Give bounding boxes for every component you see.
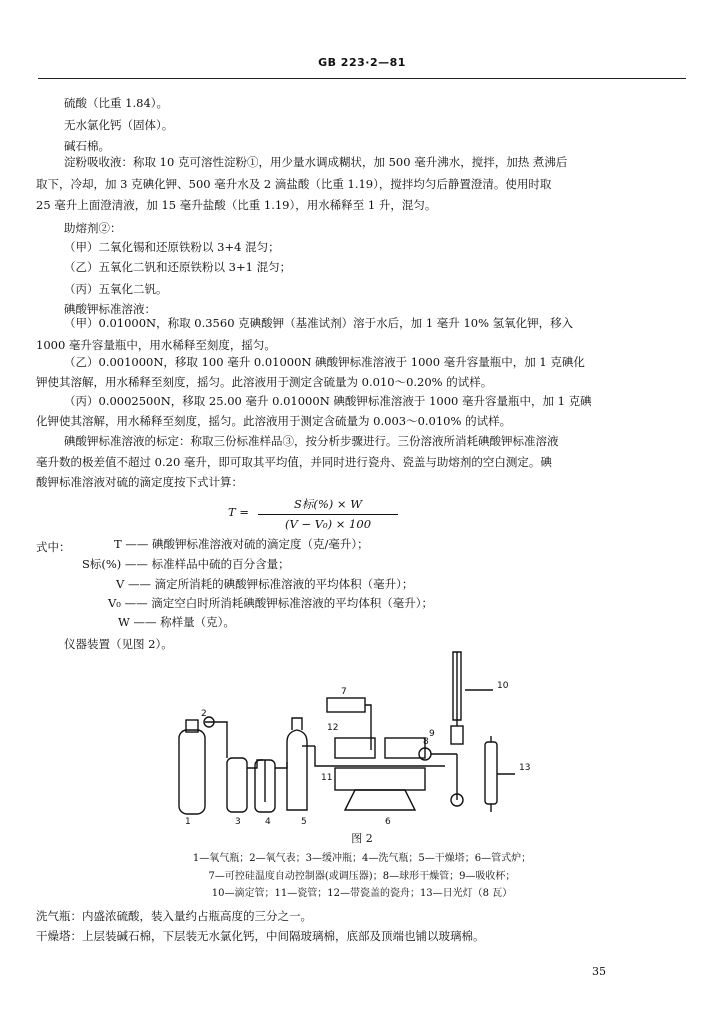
text-line: 25 毫升上面澄清液，加 15 毫升盐酸（比重 1.19），用水稀释至 1 升，混匀。 bbox=[36, 198, 437, 212]
svg-text:11: 11 bbox=[321, 773, 333, 783]
svg-text:9: 9 bbox=[429, 729, 435, 739]
text-line: （乙）五氧化二钒和还原铁粉以 3+1 混匀； bbox=[64, 260, 292, 274]
text-line: 淀粉吸收液：称取 10 克可溶性淀粉①，用少量水调成糊状，加 500 毫升沸水，搅拌，加热 煮沸后 bbox=[64, 155, 568, 169]
text-line: 硫酸（比重 1.84）。 bbox=[64, 96, 169, 110]
figure-caption-line: 1—氧气瓶；2—氧气表；3—缓冲瓶；4—洗气瓶；5—干燥塔；6—管式炉； bbox=[192, 853, 532, 864]
note-line: 干燥塔：上层装碱石棉，下层装无水氯化钙，中间隔玻璃棉，底部及顶端也铺以玻璃棉。 bbox=[36, 929, 485, 943]
svg-text:13: 13 bbox=[519, 763, 531, 773]
text-line: 无水氯化钙（固体）。 bbox=[64, 118, 174, 132]
definition-line: S标(%) —— 标准样品中硫的百分含量； bbox=[82, 557, 290, 571]
definition-line: T —— 碘酸钾标准溶液对硫的滴定度（克/毫升）； bbox=[114, 537, 369, 551]
text-line: 钾使其溶解，用水稀释至刻度，摇匀。此溶液用于测定含硫量为 0.010～0.20% 的试样。 bbox=[36, 375, 493, 389]
svg-text:6: 6 bbox=[385, 817, 391, 825]
text-line: （丙）0.0002500N，移取 25.00 毫升 0.01000N 碘酸钾标准溶液于 1000 毫升容量瓶中，加 1 克碘 bbox=[64, 394, 592, 408]
definition-line: V₀ —— 滴定空白时所消耗碘酸钾标准溶液的平均体积（毫升）； bbox=[108, 596, 433, 610]
definition-line: W —— 称样量（克）。 bbox=[118, 615, 235, 629]
text-line: 助熔剂②： bbox=[64, 221, 122, 235]
svg-text:1: 1 bbox=[185, 817, 191, 825]
figure-caption-line: 10—滴定管；11—瓷管；12—带瓷盖的瓷舟；13—日光灯（8 瓦） bbox=[211, 888, 513, 899]
fraction-bar bbox=[258, 514, 398, 515]
header-rule bbox=[38, 78, 686, 79]
figure-title: 图 2 bbox=[351, 832, 373, 845]
text-line: 化钾使其溶解，用水稀释至刻度，摇匀。此溶液用于测定含硫量为 0.003～0.010% 的试样。 bbox=[36, 414, 512, 428]
text-line: 取下，冷却，加 3 克碘化钾、500 毫升水及 2 滴盐酸（比重 1.19），搅拌均匀后静置澄清。使用时取 bbox=[36, 177, 552, 191]
svg-text:4: 4 bbox=[265, 817, 271, 825]
formula-denominator: (V − V₀) × 100 bbox=[284, 517, 372, 531]
apparatus-figure bbox=[175, 650, 535, 825]
text-line: 酸钾标准溶液对硫的滴定度按下式计算： bbox=[36, 475, 243, 489]
apparatus-intro: 仪器装置（见图 2）。 bbox=[64, 637, 173, 651]
text-line: 1000 毫升容量瓶中，用水稀释至刻度，摇匀。 bbox=[36, 338, 276, 352]
svg-text:7: 7 bbox=[341, 687, 347, 697]
svg-text:5: 5 bbox=[301, 817, 307, 825]
formula-numerator: S标(%) × W bbox=[293, 497, 363, 511]
where-label: 式中： bbox=[36, 540, 71, 554]
definition-line: V —— 滴定所消耗的碘酸钾标准溶液的平均体积（毫升）； bbox=[116, 577, 414, 591]
text-line: 碘酸钾标准溶液的标定：称取三份标准样品③，按分析步骤进行。三份溶液所消耗碘酸钾标准溶液 bbox=[64, 434, 559, 448]
svg-text:12: 12 bbox=[327, 723, 339, 733]
svg-text:8: 8 bbox=[423, 737, 429, 747]
text-line: （丙）五氧化二钒。 bbox=[64, 282, 168, 296]
figure-caption-line: 7—可控硅温度自动控制器(或调压器)；8—球形干燥管；9—吸收杯； bbox=[208, 871, 516, 882]
standard-number: GB 223·2—81 bbox=[318, 56, 406, 69]
note-line: 洗气瓶：内盛浓硫酸，装入量约占瓶高度的三分之一。 bbox=[36, 909, 312, 923]
titration-formula bbox=[258, 496, 398, 531]
svg-text:10: 10 bbox=[497, 681, 509, 691]
formula-lhs: T = bbox=[228, 505, 249, 519]
text-line: （乙）0.001000N，移取 100 毫升 0.01000N 碘酸钾标准溶液于 1000 毫升容量瓶中，加 1 克碘化 bbox=[64, 355, 585, 369]
text-line: 毫升数的极差值不超过 0.20 毫升，即可取其平均值，并同时进行瓷舟、瓷盖与助熔剂的空白测定。碘 bbox=[36, 455, 552, 469]
svg-text:3: 3 bbox=[235, 817, 241, 825]
svg-text:2: 2 bbox=[201, 709, 207, 719]
text-line: （甲）0.01000N，称取 0.3560 克碘酸钾（基准试剂）溶于水后，加 1 毫升 10% 氢氧化钾，移入 bbox=[64, 316, 574, 330]
page-number: 35 bbox=[592, 965, 606, 978]
text-line: 碱石棉。 bbox=[64, 139, 110, 153]
text-line: （甲）二氧化锡和还原铁粉以 3+4 混匀； bbox=[64, 240, 280, 254]
text-line: 碘酸钾标准溶液： bbox=[64, 302, 156, 316]
